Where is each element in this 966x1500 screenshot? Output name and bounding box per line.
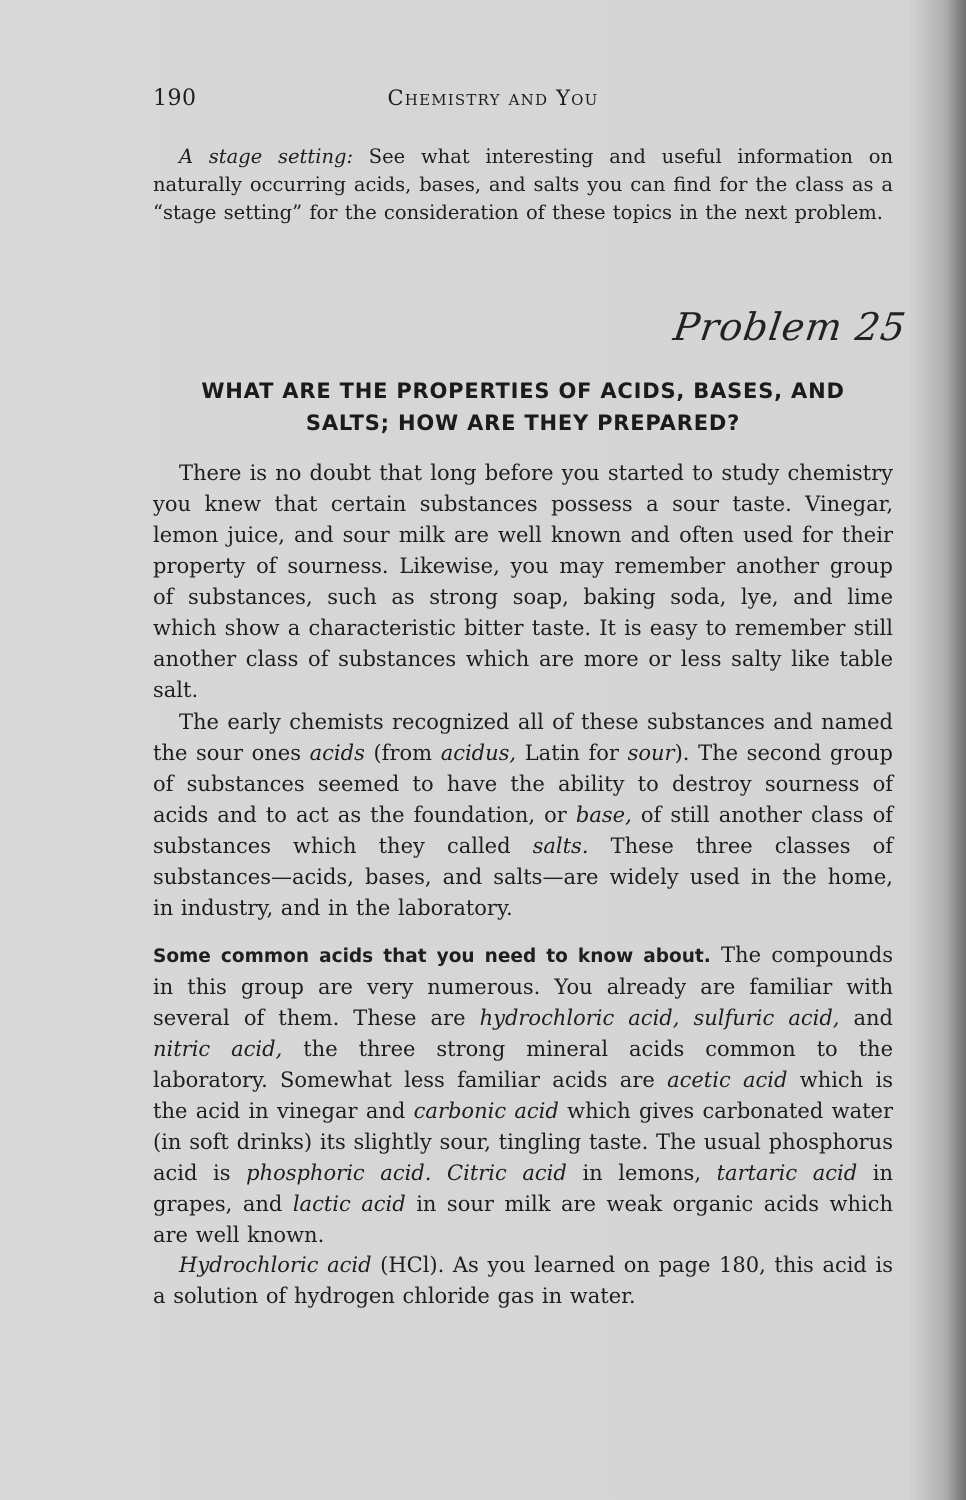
body-paragraph-3	[153, 940, 893, 1251]
running-head	[153, 86, 893, 116]
italic-term: base,	[575, 803, 632, 827]
italic-term: Citric acid	[447, 1161, 567, 1185]
paragraph-text	[153, 707, 893, 924]
text-run: Latin for	[516, 741, 628, 765]
italic-term: acids	[309, 741, 365, 765]
text-run: in lemons,	[566, 1161, 717, 1185]
italic-term: tartaric acid	[716, 1161, 858, 1185]
text-run: of still another class of substances which they called	[153, 803, 893, 858]
text-run: in sour milk are weak organic acids which are well known.	[153, 1192, 893, 1247]
italic-term: sulfuric acid,	[693, 1006, 840, 1030]
stage-setting-body: See what interesting and useful information on naturally occurring acids, bases, and salts you can find for the class as a “stage setting” for the consideration of these topics in the next problem.	[153, 145, 894, 224]
problem-heading	[153, 375, 893, 439]
text-run: in grapes, and	[153, 1161, 893, 1216]
stage-setting-label: A stage setting:	[179, 145, 354, 168]
paragraph-text	[153, 1250, 893, 1312]
text-run: and	[839, 1006, 893, 1030]
paragraph-text: There is no doubt that long before you started to study chemistry you knew that certain substances possess a sour taste. Vinegar, lemon juice, and sour milk are well known and often used for their property of sourness. Likewise, you may remember another group of substances, such as strong soap, baking soda, lye, and lime which show a characteristic bitter taste. It is easy to remember still another class of substances which are more or less salty like table salt.	[153, 461, 893, 702]
italic-term: sour	[627, 741, 675, 765]
italic-term: salts.	[532, 834, 589, 858]
problem-heading-line-2: SALTS; HOW ARE THEY PREPARED?	[305, 411, 741, 435]
italic-term: acetic acid	[667, 1068, 788, 1092]
text-run	[431, 1161, 447, 1185]
text-run	[679, 1006, 693, 1030]
page-edge-shadow	[948, 0, 966, 1500]
problem-label: Problem 25	[670, 305, 910, 349]
text-run: (HCl). As you learned on page 180, this acid is a solution of hydrogen chloride gas in water.	[153, 1253, 893, 1308]
text-run: (from	[364, 741, 441, 765]
stage-setting-paragraph	[153, 143, 893, 227]
italic-term: lactic acid	[292, 1192, 406, 1216]
body-paragraph-2	[153, 707, 893, 924]
text-run: which gives carbonated water (in soft drinks) its slightly sour, tingling taste. The usual phosphorus acid is	[153, 1099, 893, 1185]
italic-term: Hydrochloric acid	[179, 1253, 372, 1277]
running-title: Chemistry and You	[387, 86, 599, 110]
problem-heading-line-1: WHAT ARE THE PROPERTIES OF ACIDS, BASES, AND	[201, 379, 845, 403]
italic-term: hydrochloric acid,	[479, 1006, 680, 1030]
italic-term: acidus,	[440, 741, 517, 765]
text-run: which is the acid in vinegar and	[153, 1068, 893, 1123]
page-number: 190	[153, 86, 197, 111]
body-paragraph-4	[153, 1250, 893, 1312]
text-run: The early chemists recognized all of these substances and named the sour ones	[153, 710, 893, 765]
text-run: the three strong mineral acids common to the laboratory. Somewhat less familiar acids are	[153, 1037, 893, 1092]
body-paragraph-1	[153, 458, 893, 706]
stage-setting-text	[153, 143, 893, 227]
text-run: The compounds in this group are very numerous. You already are familiar with several of them. These are	[153, 943, 893, 1030]
italic-term: carbonic acid	[413, 1099, 559, 1123]
text-run: ). The second group of substances seemed to have the ability to destroy sourness of acids and to act as the foundation, or	[153, 741, 893, 827]
section-lead-heading: Some common acids that you need to know about.	[153, 946, 711, 967]
italic-term: phosphoric acid.	[246, 1161, 432, 1185]
paragraph-text	[153, 940, 893, 1251]
italic-term: nitric acid,	[153, 1037, 283, 1061]
text-run: These three classes of substances—acids, bases, and salts—are widely used in the home, in industry, and in the laboratory.	[153, 834, 893, 920]
